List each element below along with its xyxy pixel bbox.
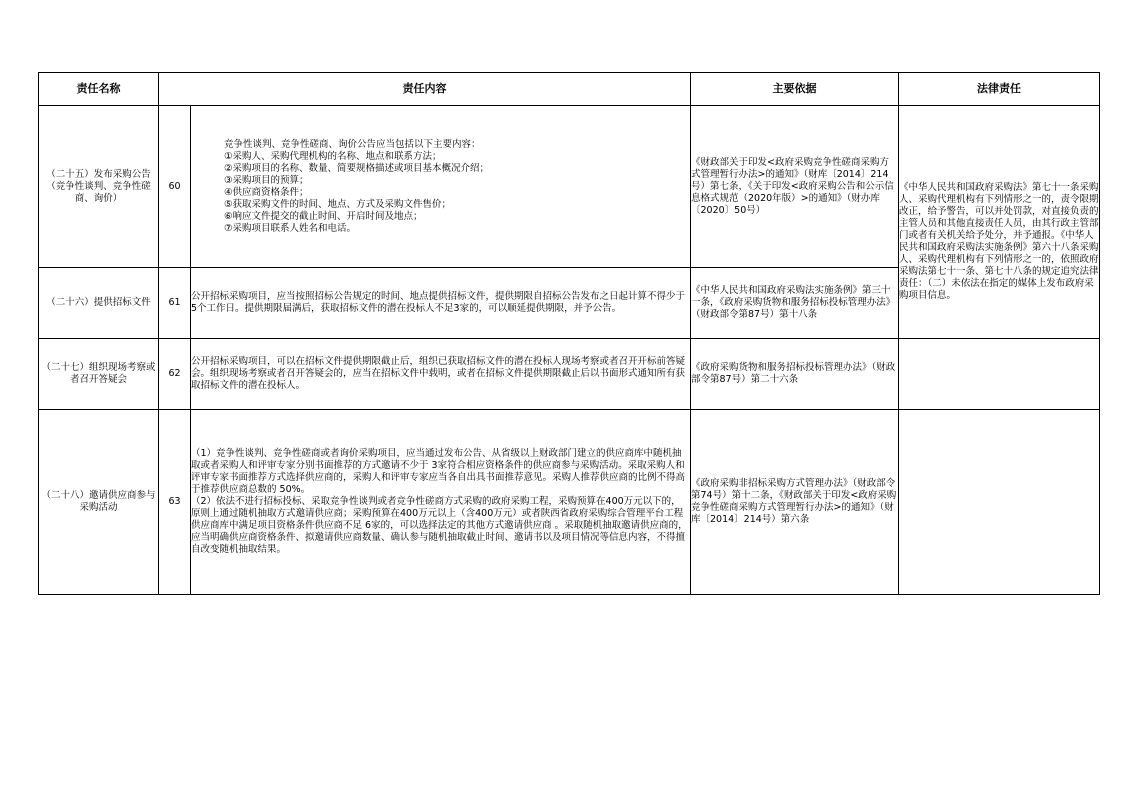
row-content [191, 410, 691, 595]
row-legal-empty [899, 410, 1100, 595]
row-basis: 《政府采购非招标采购方式管理办法》（财政部令第74号）第十二条，《财政部关于印发<政府采购竞争性磋商采购方式管理暂行办法>的通知》（财库〔2014〕214号）第六条 [691, 410, 899, 595]
row-legal [899, 106, 1100, 339]
row-basis: 《政府采购货物和服务招标投标管理办法》（财政部令第87号）第二十六条 [691, 339, 899, 410]
row-number: 62 [159, 339, 191, 410]
table-row [39, 339, 1100, 410]
content-line: ②采购项目的名称、数量、简要规格描述或项目基本概况介绍； [224, 162, 490, 174]
row-name: （二十七）组织现场考察或者召开答疑会 [39, 339, 159, 410]
row-legal-empty [899, 339, 1100, 410]
content-line: 竞争性谈判、竞争性磋商、询价公告应当包括以下主要内容： [224, 138, 481, 150]
row-number: 61 [159, 268, 191, 339]
table-row [39, 106, 1100, 268]
content-line: （1）竞争性谈判、竞争性磋商或者询价采购项目，应当通过发布公告、从省级以上财政部门建立的供应商库中随机抽取或者采购人和评审专家分别书面推荐的方式邀请不少于 3家符合相应资格条件的供应商参与采购活动。采取采购人和评审专家书面推荐方式选择供应商的，采购人和评审专家应当各自出具书面推荐意见。采购人推荐供应商的比例不得高于推荐供应商总数的 50%。 [191, 448, 686, 495]
legal-text: 《中华人民共和国政府采购法》第七十一条采购人、采购代理机构有下列情形之一的，责令限期改正，给予警告，可以并处罚款，对直接负责的主管人员和其他直接责任人员，由其行政主管部门或者有关机关给予处分，并予通报。《中华人民共和国政府采购法实施条例》第六十八条采购人、采购代理机构有下列情形之一的，依照政府采购法第七十一条、第七十八条的规定追究法律责任：（二）未依法在指定的媒体上发布政府采购项目信息。 [899, 182, 1099, 301]
table-row [39, 410, 1100, 595]
header-content: 责任内容 [159, 73, 691, 106]
content-line: ③采购项目的预算； [224, 174, 309, 186]
responsibility-table [38, 72, 1100, 595]
content-line: 公开招标采购项目，可以在招标文件提供期限截止后，组织已获取招标文件的潜在投标人现场考察或者召开开标前答疑会。组织现场考察或者召开答疑会的，应当在招标文件中载明，或者在招标文件提供期限截止后以书面形式通知所有获取招标文件的潜在投标人。 [191, 356, 686, 391]
row-number: 60 [159, 106, 191, 268]
row-basis: 《中华人民共和国政府采购法实施条例》第三十一条，《政府采购货物和服务招标投标管理办法》（财政部令第87号）第十八条 [691, 268, 899, 339]
header-name: 责任名称 [39, 73, 159, 106]
table-header-row [39, 73, 1100, 106]
header-legal: 法律责任 [899, 73, 1100, 106]
row-content [191, 106, 691, 268]
row-name: （二十八）邀请供应商参与采购活动 [39, 410, 159, 595]
content-line: 公开招标采购项目，应当按照招标公告规定的时间、地点提供招标文件，提供期限自招标公告发布之日起计算不得少于5个工作日。提供期限届满后，获取招标文件的潜在投标人不足3家的，可以顺延提供期限，并予公告。 [191, 291, 686, 314]
row-content [191, 268, 691, 339]
row-name: （二十六）提供招标文件 [39, 268, 159, 339]
row-name: （二十五）发布采购公告（竞争性谈判、竞争性磋商、询价） [39, 106, 159, 268]
content-line: ①采购人、采购代理机构的名称、地点和联系方法； [224, 150, 442, 162]
content-line: ⑤获取采购文件的时间、地点、方式及采购文件售价； [224, 198, 452, 210]
content-line: ④供应商资格条件； [224, 186, 309, 198]
row-basis: 《财政部关于印发<政府采购竞争性磋商采购方式管理暂行办法>的通知》（财库〔2014〕214号）第七条，《关于印发<政府采购公告和公示信息格式规范（2020年版）>的通知》（财办库〔2020〕50号） [691, 106, 899, 268]
row-content [191, 339, 691, 410]
content-line: ⑥响应文件提交的截止时间、开启时间及地点； [224, 210, 423, 222]
content-line: （2）依法不进行招标投标、采取竞争性谈判或者竞争性磋商方式采购的政府采购工程，采购预算在400万元以下的，原则上通过随机抽取方式邀请供应商；采购预算在400万元以上（含400万元）或者陕西省政府采购综合管理平台工程供应商库中满足项目资格条件供应商不足 6家的，可以选择法定的其他方式邀请供应商 。采取随机抽取邀请供应商的，应当明确供应商资格条件、拟邀请供应商数量、确认参与随机抽取截止时间、邀请书以及项目情况等信息内容，不得擅自改变随机抽取结果。 [191, 496, 688, 555]
row-number: 63 [159, 410, 191, 595]
header-basis: 主要依据 [691, 73, 899, 106]
content-line: ⑦采购项目联系人姓名和电话。 [224, 222, 357, 234]
